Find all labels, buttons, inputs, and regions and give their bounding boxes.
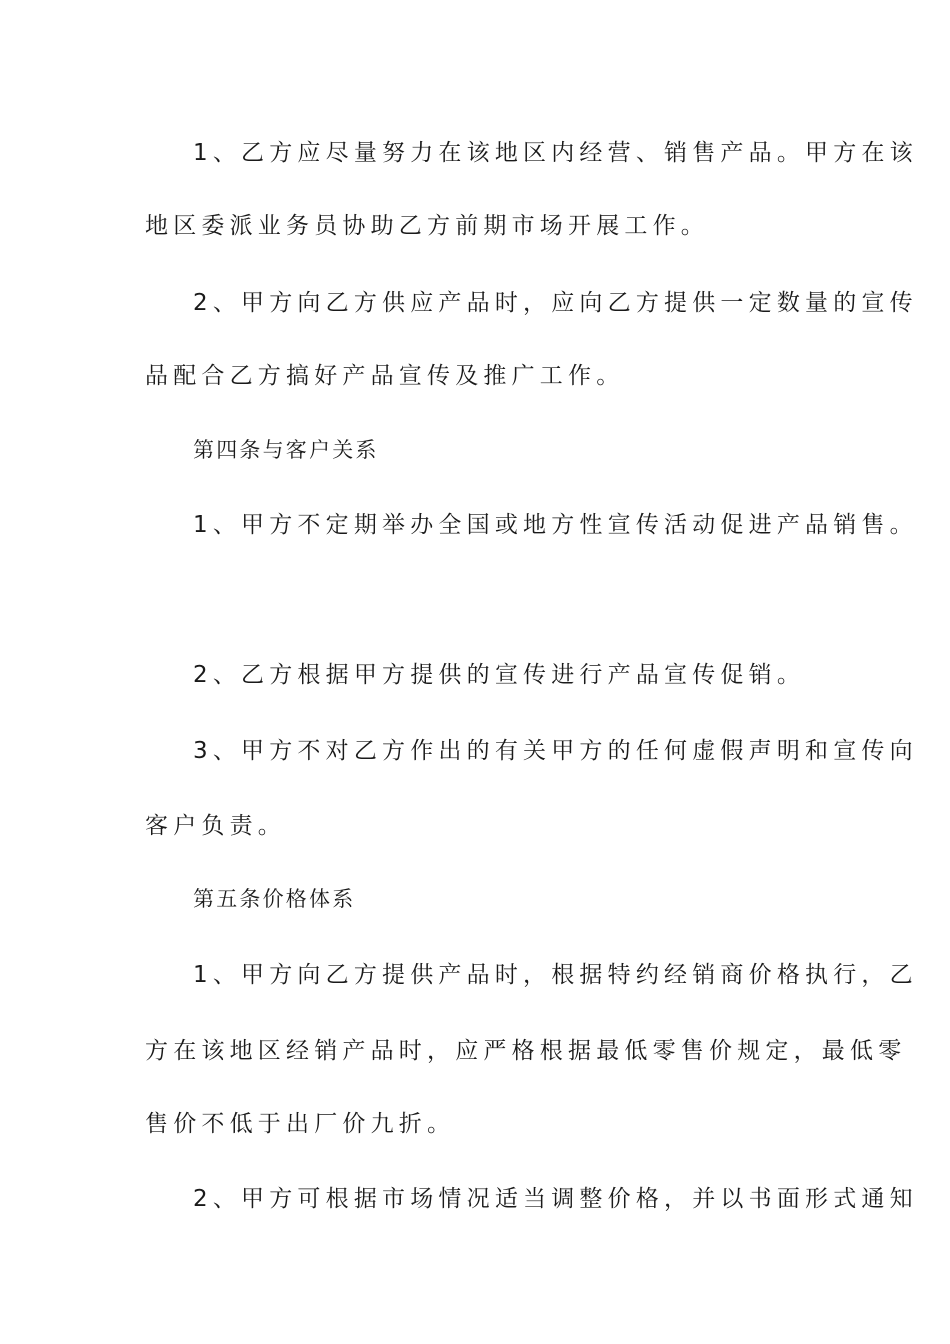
paragraph-line: 3、甲方不对乙方作出的有关甲方的任何虚假声明和宣传向 [193, 738, 918, 764]
paragraph-line: 品配合乙方搞好产品宣传及推广工作。 [145, 363, 625, 389]
paragraph-line: 地区委派业务员协助乙方前期市场开展工作。 [145, 213, 709, 239]
paragraph-line: 1、甲方向乙方提供产品时，根据特约经销商价格执行，乙 [193, 962, 918, 988]
paragraph-line: 2、甲方可根据市场情况适当调整价格，并以书面形式通知 [193, 1186, 918, 1212]
paragraph-line: 方在该地区经销产品时，应严格根据最低零售价规定，最低零 [145, 1038, 907, 1064]
paragraph-line: 1、乙方应尽量努力在该地区内经营、销售产品。甲方在该 [193, 140, 918, 166]
paragraph-line: 1、甲方不定期举办全国或地方性宣传活动促进产品销售。 [193, 512, 918, 538]
paragraph-line: 2、甲方向乙方供应产品时，应向乙方提供一定数量的宣传 [193, 290, 918, 316]
paragraph-line: 客户负责。 [145, 813, 286, 839]
section-heading: 第四条与客户关系 [193, 438, 379, 462]
section-heading: 第五条价格体系 [193, 887, 356, 911]
paragraph-line: 2、乙方根据甲方提供的宣传进行产品宣传促销。 [193, 662, 806, 688]
paragraph-line: 售价不低于出厂价九折。 [145, 1111, 456, 1137]
